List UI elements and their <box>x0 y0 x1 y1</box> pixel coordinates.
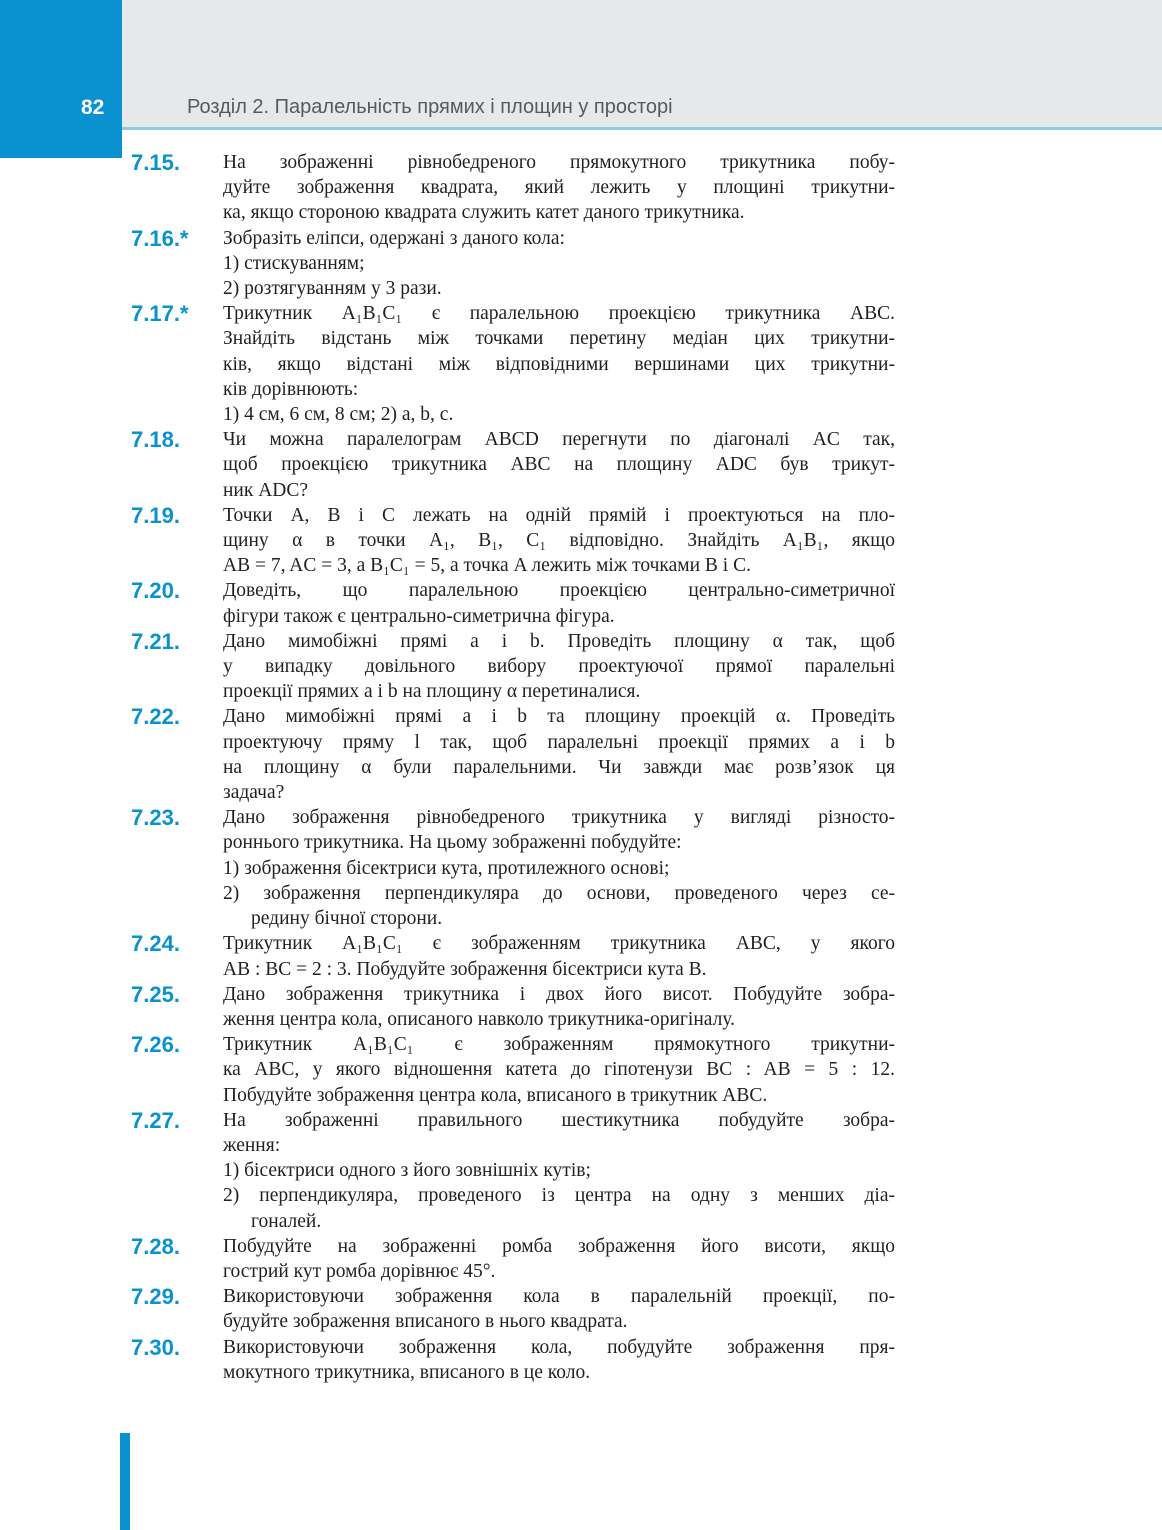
problem-text-line: Трикутник A₁B₁C₁ є зображенням прямокутного трикутни- <box>223 1034 895 1056</box>
problem-number: 7.20. <box>131 578 180 604</box>
problem-item <box>0 629 1162 705</box>
problem-text-line: 2) розтягуванням у 3 рази. <box>223 278 442 300</box>
problem-text-line: Точки A, B і C лежать на одній прямій і проектуються на пло- <box>223 504 895 526</box>
problem-text-line: ків дорівнюють: <box>223 378 359 400</box>
problem-item <box>0 578 1162 628</box>
problem-text-line: Побудуйте на зображенні ромба зображення його висоти, якщо <box>223 1235 895 1257</box>
problem-text-line: проекції прямих a і b на площину α перетиналися. <box>223 681 641 703</box>
problem-text-line: 1) стискуванням; <box>223 252 365 274</box>
header-rule <box>122 127 1162 130</box>
problem-text-line: Дано мимобіжні прямі a і b. Проведіть площину α так, щоб <box>223 630 895 652</box>
problem-number: 7.18. <box>131 427 180 453</box>
problem-text-line: Використовуючи зображення кола, побудуйте зображення пря- <box>223 1336 895 1358</box>
problem-number: 7.28. <box>131 1233 180 1259</box>
problem-item <box>0 931 1162 981</box>
problem-item <box>0 1108 1162 1234</box>
page-number: 82 <box>81 96 105 119</box>
problem-text-line: дуйте зображення квадрата, який лежить у площині трикутни- <box>223 177 895 199</box>
chapter-title: Розділ 2. Паралельність прямих і площин у просторі <box>187 96 673 118</box>
problem-text-line: задача? <box>223 782 285 804</box>
problem-text-line: ка ABC, у якого відношення катета до гіпотенузи BC : AB = 5 : 12. <box>223 1059 895 1081</box>
problem-text-line: Дано зображення трикутника і двох його висот. Побудуйте зобра- <box>223 983 895 1005</box>
problem-text-line: 1) 4 см, 6 см, 8 см; 2) a, b, c. <box>223 404 454 426</box>
problem-number: 7.26. <box>131 1032 180 1058</box>
problem-text-line: Побудуйте зображення центра кола, вписаного в трикутник ABC. <box>223 1084 768 1106</box>
problem-number: 7.30. <box>131 1334 180 1360</box>
problem-text-line: На зображенні правильного шестикутника побудуйте зобра- <box>223 1109 895 1131</box>
problem-item <box>0 1234 1162 1284</box>
problem-text-line: Зобразіть еліпси, одержані з даного кола: <box>223 227 565 249</box>
problem-number: 7.22. <box>131 704 180 730</box>
problem-item <box>0 301 1162 427</box>
problem-text-line: редину бічної сторони. <box>251 908 443 930</box>
problem-number: 7.19. <box>131 502 180 528</box>
problem-text-line: гострий кут ромба дорівнює 45°. <box>223 1260 496 1282</box>
problem-text-line: Доведіть, що паралельною проекцією центрально-симетричної <box>223 580 895 602</box>
problem-number: 7.29. <box>131 1284 180 1310</box>
problem-item <box>0 704 1162 805</box>
problem-list <box>0 150 1162 1385</box>
problem-number: 7.21. <box>131 628 180 654</box>
problem-item <box>0 1032 1162 1108</box>
problem-number: 7.24. <box>131 931 180 957</box>
page-number-tab <box>0 0 122 158</box>
problem-text-line: у випадку довільного вибору проектуючої прямої паралельні <box>223 656 895 678</box>
problem-text-line: гоналей. <box>251 1210 322 1232</box>
problem-text-line: ження центра кола, описаного навколо трикутника-оригіналу. <box>223 1008 736 1030</box>
problem-text-line: ження: <box>223 1134 281 1156</box>
problem-text-line: На зображенні рівнобедреного прямокутного трикутника побу- <box>223 152 895 173</box>
problem-text-line: щину α в точки A₁, B₁, C₁ відповідно. Знайдіть A₁B₁, якщо <box>223 530 895 552</box>
problem-item <box>0 805 1162 931</box>
problem-text-line: Дано зображення рівнобедреного трикутника у вигляді різносто- <box>223 807 895 829</box>
problem-text-line: щоб проекцією трикутника ABC на площину ADC був трикут- <box>223 454 895 476</box>
problem-item <box>0 150 1162 226</box>
problem-number: 7.17.* <box>131 301 189 327</box>
problem-text-line: проектуючу пряму l так, щоб паралельні проекції прямих a і b <box>223 731 895 753</box>
problem-text-line: Використовуючи зображення кола в паралельній проекції, по- <box>223 1286 895 1308</box>
problem-item <box>0 1335 1162 1385</box>
problem-text-line: ків, якщо відстані між відповідними вершинами цих трикутни- <box>223 353 895 375</box>
problem-text-line: на площину α були паралельними. Чи завжди має розв’язок ця <box>223 756 895 778</box>
problem-item <box>0 1284 1162 1334</box>
problem-item <box>0 427 1162 503</box>
problem-text-line: будуйте зображення вписаного в нього квадрата. <box>223 1311 628 1333</box>
problem-text-line: ник ADC? <box>223 479 309 501</box>
problem-text-line: Знайдіть відстань між точками перетину медіан цих трикутни- <box>223 328 895 350</box>
problem-text-line: 2) перпендикуляра, проведеного із центра на одну з менших діа- <box>223 1185 895 1207</box>
problem-text-line: Чи можна паралелограм ABCD перегнути по діагоналі AC так, <box>223 429 895 451</box>
problem-number: 7.15. <box>131 150 180 175</box>
problem-text-line: 1) зображення бісектриси кута, протилежного основі; <box>223 857 670 879</box>
problem-text-line: 2) зображення перпендикуляра до основи, проведеного через се- <box>223 882 895 904</box>
problem-text-line: Трикутник A₁B₁C₁ є паралельною проекцією трикутника ABC. <box>223 303 895 325</box>
problem-number: 7.25. <box>131 981 180 1007</box>
problem-item <box>0 982 1162 1032</box>
problem-item <box>0 226 1162 302</box>
problem-text-line: ка, якщо стороною квадрата служить катет даного трикутника. <box>223 202 745 224</box>
problem-number: 7.16.* <box>131 225 189 251</box>
margin-bar <box>120 1433 130 1530</box>
problem-text-line: роннього трикутника. На цьому зображенні побудуйте: <box>223 832 682 854</box>
problem-text-line: фігури також є центрально-симетрична фігура. <box>223 605 615 627</box>
problem-text-line: 1) бісектриси одного з його зовнішніх кутів; <box>223 1160 591 1182</box>
problem-text-line: Дано мимобіжні прямі a і b та площину проекцій α. Проведіть <box>223 706 895 728</box>
problem-text-line: AB : BC = 2 : 3. Побудуйте зображення бісектриси кута B. <box>223 958 707 980</box>
problem-number: 7.23. <box>131 805 180 831</box>
problem-text-line: AB = 7, AC = 3, а B₁C₁ = 5, а точка A лежить між точками B і C. <box>223 555 751 577</box>
problem-text-line: Трикутник A₁B₁C₁ є зображенням трикутника ABC, у якого <box>223 933 895 955</box>
problem-text-line: мокутного трикутника, вписаного в це коло. <box>223 1361 591 1383</box>
problem-number: 7.27. <box>131 1107 180 1133</box>
problem-item <box>0 503 1162 579</box>
